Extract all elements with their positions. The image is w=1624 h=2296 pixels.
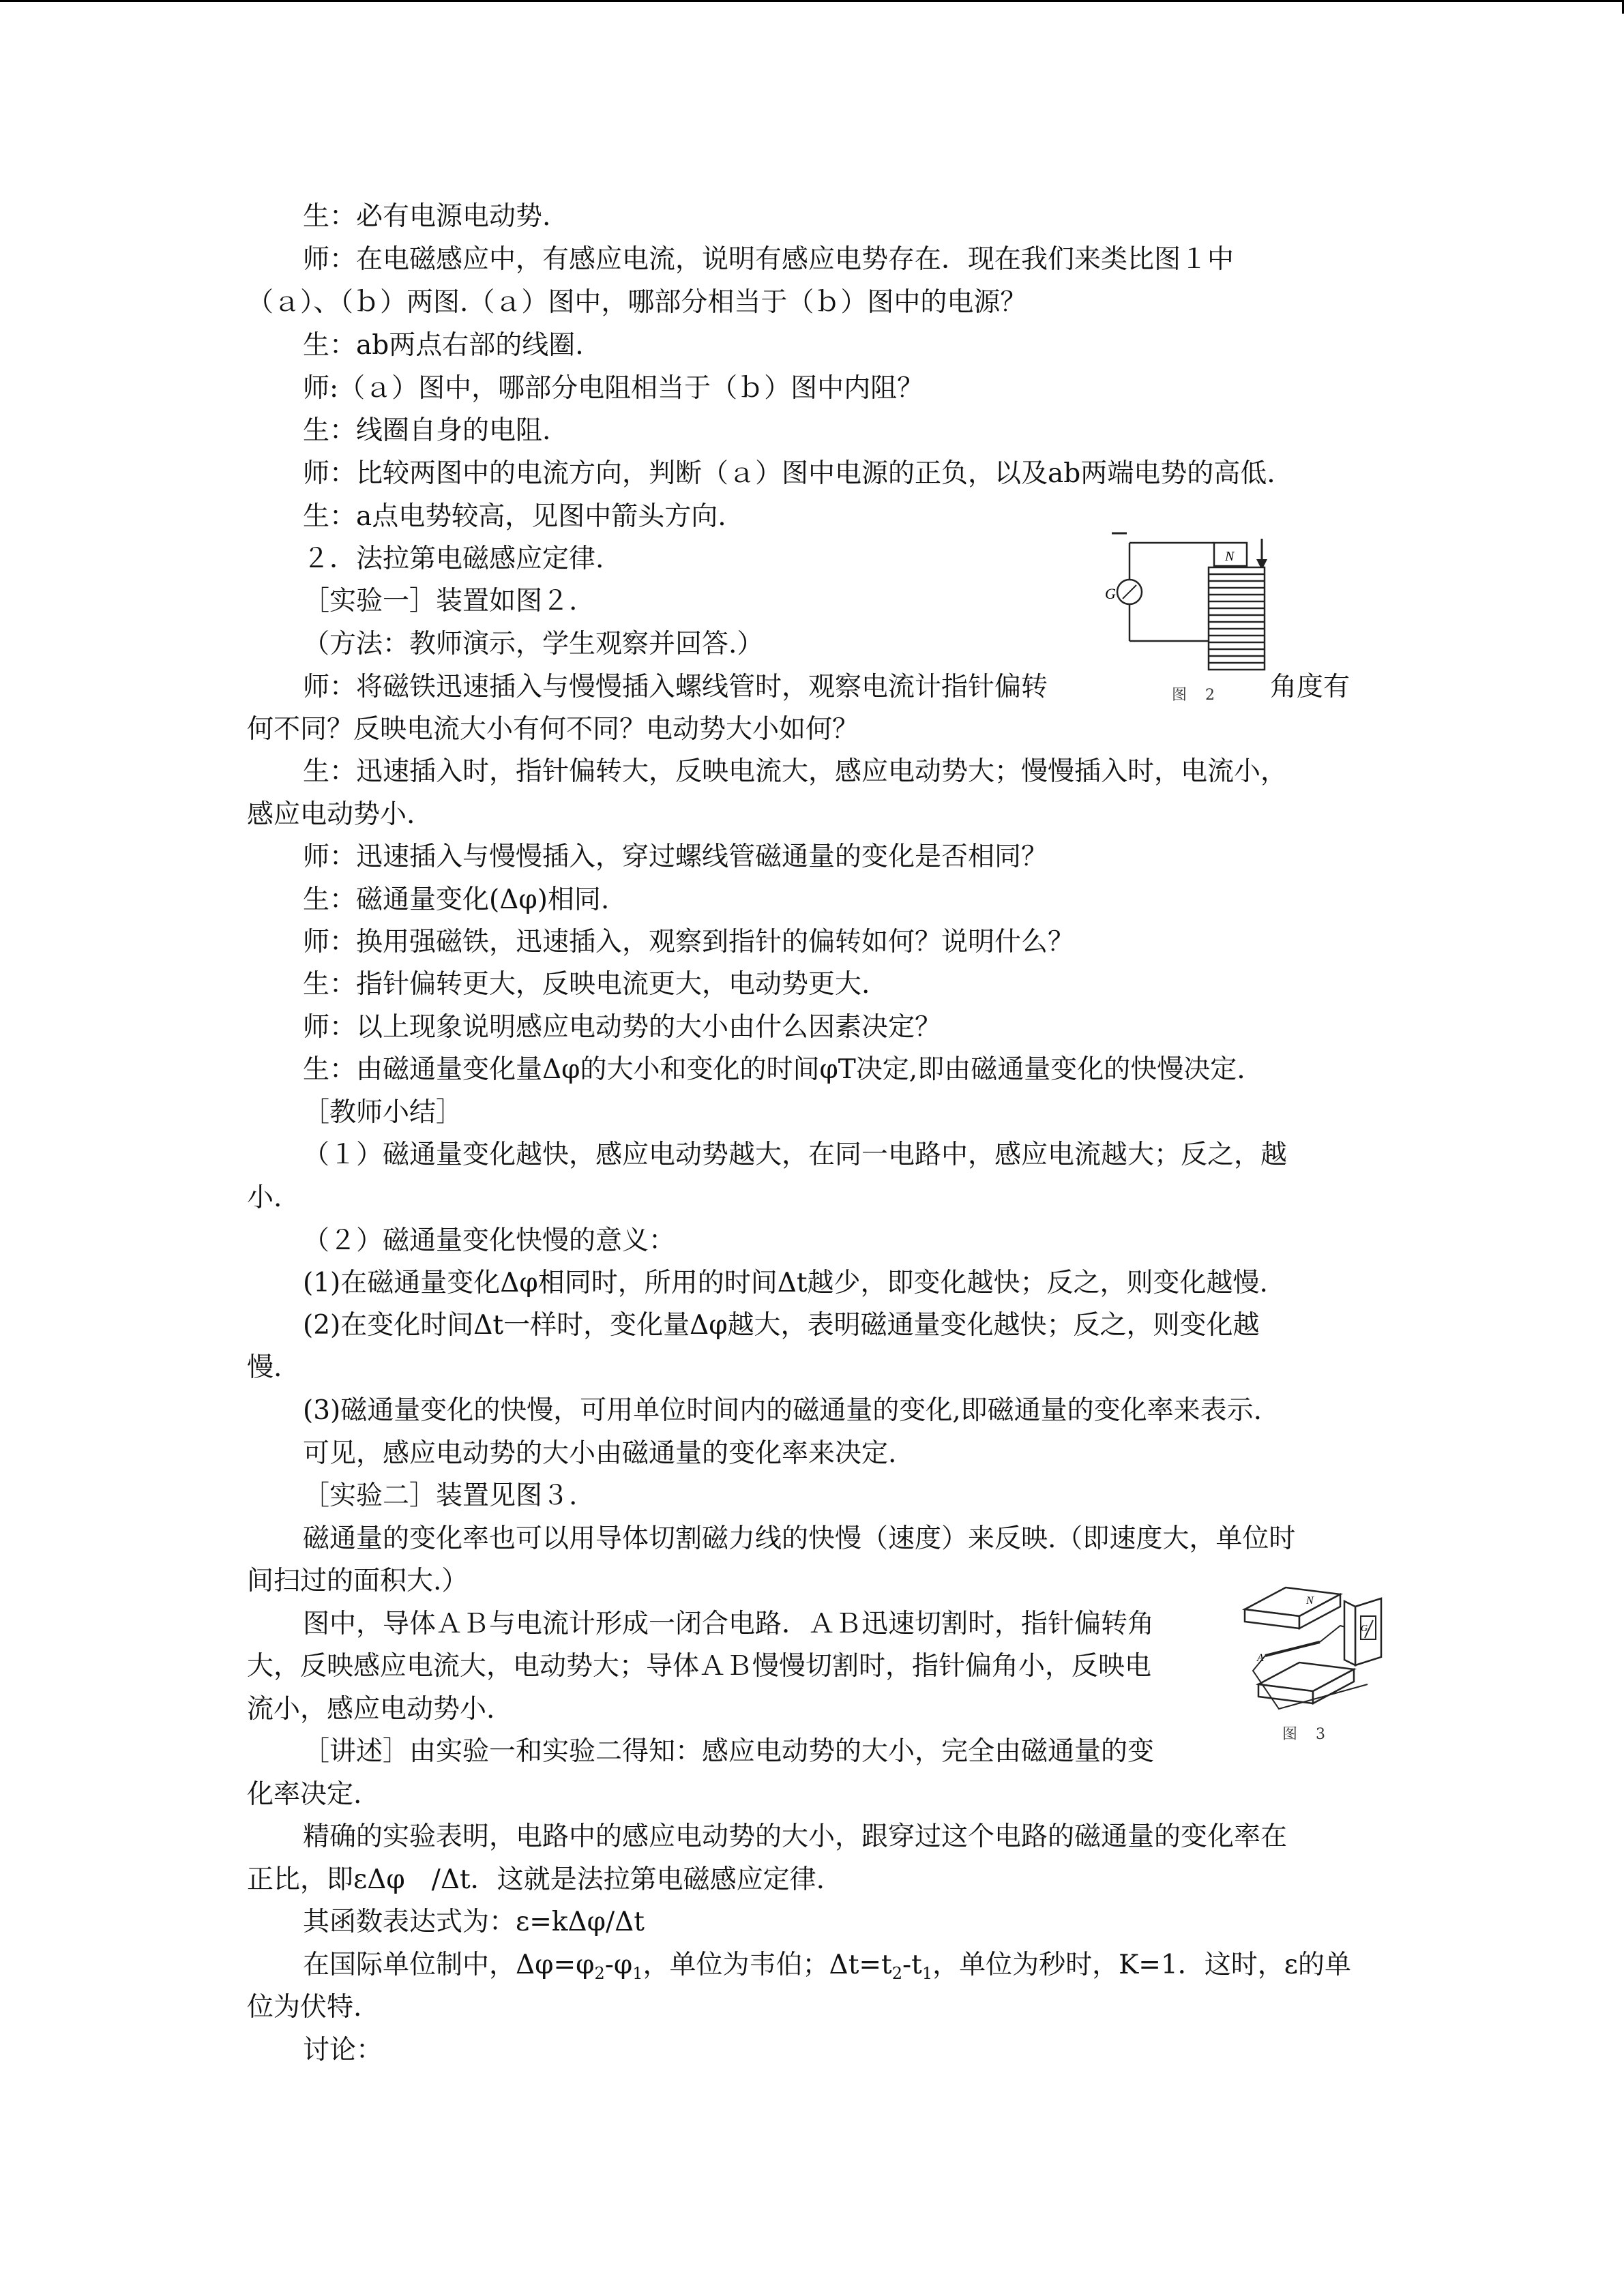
text-line: 磁通量的变化率也可以用导体切割磁力线的快慢（速度）来反映.（即速度大，单位时 xyxy=(303,1523,1296,1554)
text-line: 生：指针偏转更大，反映电流更大，电动势更大. xyxy=(303,969,870,1000)
text-line: 流小，感应电动势小. xyxy=(247,1694,495,1725)
text-line: 可见，感应电动势的大小由磁通量的变化率来决定. xyxy=(303,1438,897,1469)
text-line: (1)在磁通量变化Δφ相同时，所用的时间Δt越少，即变化越快；反之，则变化越慢. xyxy=(303,1268,1268,1298)
text-line: 化率决定. xyxy=(247,1779,362,1810)
text-line: 生：线圈自身的电阻. xyxy=(303,415,551,446)
text-line: (2)在变化时间Δt一样时，变化量Δφ越大，表明磁通量变化越快；反之，则变化越 xyxy=(303,1310,1260,1341)
text-line: 生：磁通量变化(Δφ)相同. xyxy=(303,884,610,915)
text-line: 何不同？反映电流大小有何不同？电动势大小如何？ xyxy=(247,714,859,745)
text-line: 师：换用强磁铁，迅速插入，观察到指针的偏转如何？说明什么？ xyxy=(303,927,1075,957)
text-line: (3)磁通量变化的快慢，可用单位时间内的磁通量的变化,即磁通量的变化率来表示. xyxy=(303,1395,1263,1426)
text-line: 生：必有电源电动势. xyxy=(303,201,551,232)
svg-text:A: A xyxy=(1257,1652,1264,1664)
figure-3-caption: 图 3 xyxy=(1282,1726,1332,1743)
text-line: （方法：教师演示，学生观察并回答.） xyxy=(303,629,764,659)
si-units-line: 在国际单位制中，$\Delta\varphi=\varphi_2-\varphi_1$，单位为韦伯；$\Delta t=t_2-t_1$，单位为秒时，K=1．这时，ε的单 xyxy=(303,1950,1351,1983)
svg-text:N: N xyxy=(1225,549,1235,564)
svg-text:G: G xyxy=(1361,1624,1368,1634)
text-line: 精确的实验表明，电路中的感应电动势的大小，跟穿过这个电路的磁通量的变化率在 xyxy=(303,1821,1288,1852)
text-line: 讨论： xyxy=(303,2035,383,2066)
figure-3-conductor xyxy=(1238,1582,1395,1718)
text-line: 生：a点电势较高，见图中箭头方向. xyxy=(303,501,726,532)
text-line: 慢. xyxy=(247,1352,282,1383)
text-line: ［讲述］由实验一和实验二得知：感应电动势的大小，完全由磁通量的变 xyxy=(303,1736,1155,1767)
text-line: 间扫过的面积大.） xyxy=(247,1566,469,1596)
text-line: 位为伏特. xyxy=(247,1992,362,2023)
svg-text:N: N xyxy=(1306,1595,1314,1607)
text-line: 大，反映感应电流大，电动势大；导体ＡＢ慢慢切割时，指针偏角小，反映电 xyxy=(247,1651,1152,1682)
text-line: 师：迅速插入与慢慢插入，穿过螺线管磁通量的变化是否相同？ xyxy=(303,841,1048,872)
text-line: 生：迅速插入时，指针偏转大，反映电流大，感应电动势大；慢慢插入时，电流小， xyxy=(303,756,1288,787)
text-line: ［教师小结］ xyxy=(303,1097,463,1128)
svg-text:G: G xyxy=(1105,585,1116,602)
text-line: （ａ）、（ｂ）两图.（ａ）图中，哪部分相当于（ｂ）图中的电源？ xyxy=(247,287,1027,318)
page-top-border xyxy=(0,0,1624,2)
text-line: 生：由磁通量变化量Δφ的大小和变化的时间φT决定,即由磁通量变化的快慢决定. xyxy=(303,1054,1245,1085)
text-line: 小. xyxy=(247,1182,282,1213)
text-line: 生：ab两点右部的线圈. xyxy=(303,330,584,361)
text-line: 正比，即εΔφ /Δt．这就是法拉第电磁感应定律. xyxy=(247,1864,825,1895)
text-line: ［实验一］装置如图２. xyxy=(303,586,578,616)
formula-line: 其函数表达式为：ε=kΔφ/Δt xyxy=(303,1907,645,1937)
text-line: 师：在电磁感应中，有感应电流，说明有感应电势存在．现在我们来类比图１中 xyxy=(303,244,1235,275)
conductor-ab-icon xyxy=(1265,1642,1320,1656)
figure-2-solenoid xyxy=(1098,525,1289,675)
text-line: （１）磁通量变化越快，感应电动势越大，在同一电路中，感应电流越大；反之，越 xyxy=(303,1139,1288,1170)
figure-2-caption: 图 2 xyxy=(1172,687,1222,704)
solenoid-coil-icon xyxy=(1209,567,1265,670)
text-line: 感应电动势小. xyxy=(247,799,415,830)
text-line: （２）磁通量变化快慢的意义： xyxy=(303,1225,676,1256)
text-line: 图中，导体ＡＢ与电流计形成一闭合电路．ＡＢ迅速切割时，指针偏转角 xyxy=(303,1609,1155,1639)
section-heading: ２．法拉第电磁感应定律. xyxy=(303,543,604,574)
text-line: 师：比较两图中的电流方向，判断（ａ）图中电源的正负，以及ab两端电势的高低. xyxy=(303,458,1275,489)
text-line: 角度有 xyxy=(1270,672,1350,702)
text-line: 师：以上现象说明感应电动势的大小由什么因素决定？ xyxy=(303,1012,942,1043)
text-line: ［实验二］装置见图３. xyxy=(303,1480,578,1511)
text-line: 师：将磁铁迅速插入与慢慢插入螺线管时，观察电流计指针偏转 xyxy=(303,672,1048,702)
text-line: 师:（ａ）图中，哪部分电阻相当于（ｂ）图中内阻？ xyxy=(303,373,924,404)
